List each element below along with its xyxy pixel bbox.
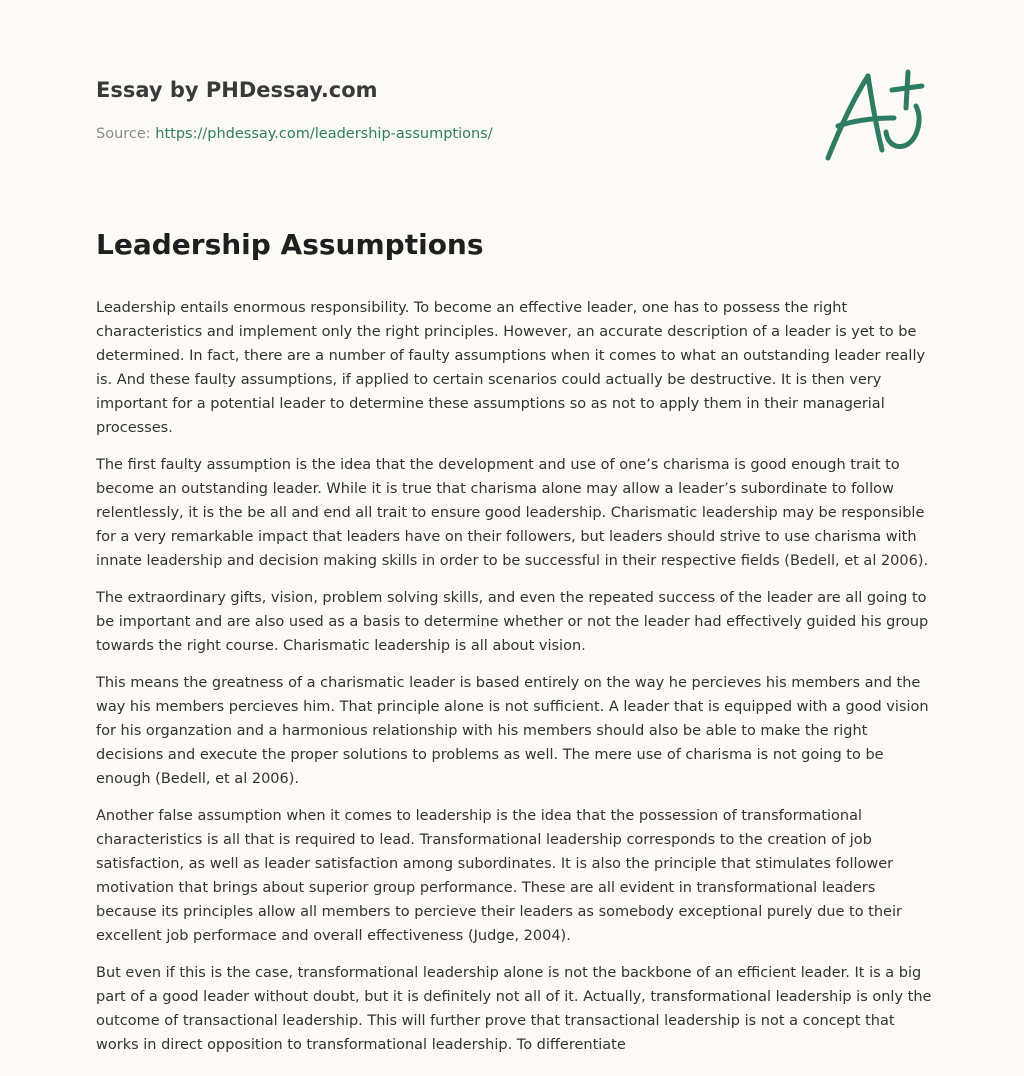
paragraph-6: But even if this is the case, transformational leadership alone is not the backbone of an efficient leader. It is a big part of a good leader without doubt, but it is definitely not all of it. Actually, transformational leadership is only the outcome of transactional leadership. This will further prove that transactional leadership is not a concept that works in direct opposition to transformational leadership. To differentiate bbox=[96, 965, 932, 1053]
source-line bbox=[96, 124, 796, 144]
brand-title: Essay by PHDessay.com bbox=[96, 78, 378, 102]
source-label: Source: bbox=[96, 126, 156, 142]
paragraph-5: Another false assumption when it comes to leadership is the idea that the possession of transformational characteristics is all that is required to lead. Transformational leadership corresponds to the creation of job satisfaction, as well as leader satisfaction among subordinates. It is also the principle that stimulates follower motivation that brings about superior group performance. These are all evident in transformational leaders because its principles allow all members to percieve their leaders as somebody exceptional purely due to their excellent job performace and overall effectiveness (Judge, 2004). bbox=[96, 808, 902, 944]
paragraph-1: Leadership entails enormous responsibility. To become an effective leader, one has to possess the right characteristics and implement only the right principles. However, an accurate description of a leader is yet to be determined. In fact, there are a number of faulty assumptions when it comes to what an outstanding leader really is. And these faulty assumptions, if applied to certain scenarios could actually be destructive. It is then very important for a potential leader to determine these assumptions so as not to apply them in their managerial processes. bbox=[96, 300, 926, 436]
essay-header bbox=[96, 76, 796, 144]
article-title: Leadership Assumptions bbox=[96, 228, 484, 261]
a-plus-logo-icon bbox=[816, 62, 936, 172]
article bbox=[96, 226, 932, 1070]
paragraph-2: The first faulty assumption is the idea that the development and use of one’s charisma is good enough trait to become an outstanding leader. While it is true that charisma alone may allow a leader’s subordinate to follow relentlessly, it is the be all and end all trait to ensure good leadership. Charismatic leadership may be responsible for a very remarkable impact that leaders have on their followers, but leaders should strive to use charisma with innate leadership and decision making skills in order to be successful in their respective fields (Bedell, et al 2006). bbox=[96, 457, 929, 569]
source-link[interactable]: https://phdessay.com/leadership-assumptions/ bbox=[155, 126, 493, 142]
paragraph-4: This means the greatness of a charismatic leader is based entirely on the way he percieves his members and the way his members percieves him. That principle alone is not sufficient. A leader that is equipped with a good vision for his organzation and a harmonious relationship with his members should also be able to make the right decisions and execute the proper solutions to problems as well. The mere use of charisma is not going to be enough (Bedell, et al 2006). bbox=[96, 675, 929, 787]
paragraph-3: The extraordinary gifts, vision, problem solving skills, and even the repeated success of the leader are all going to be important and are also used as a basis to determine whether or not the leader had effectively guided his group towards the right course. Charismatic leadership is all about vision. bbox=[96, 590, 929, 654]
a-plus-logo-graphic bbox=[816, 62, 936, 172]
